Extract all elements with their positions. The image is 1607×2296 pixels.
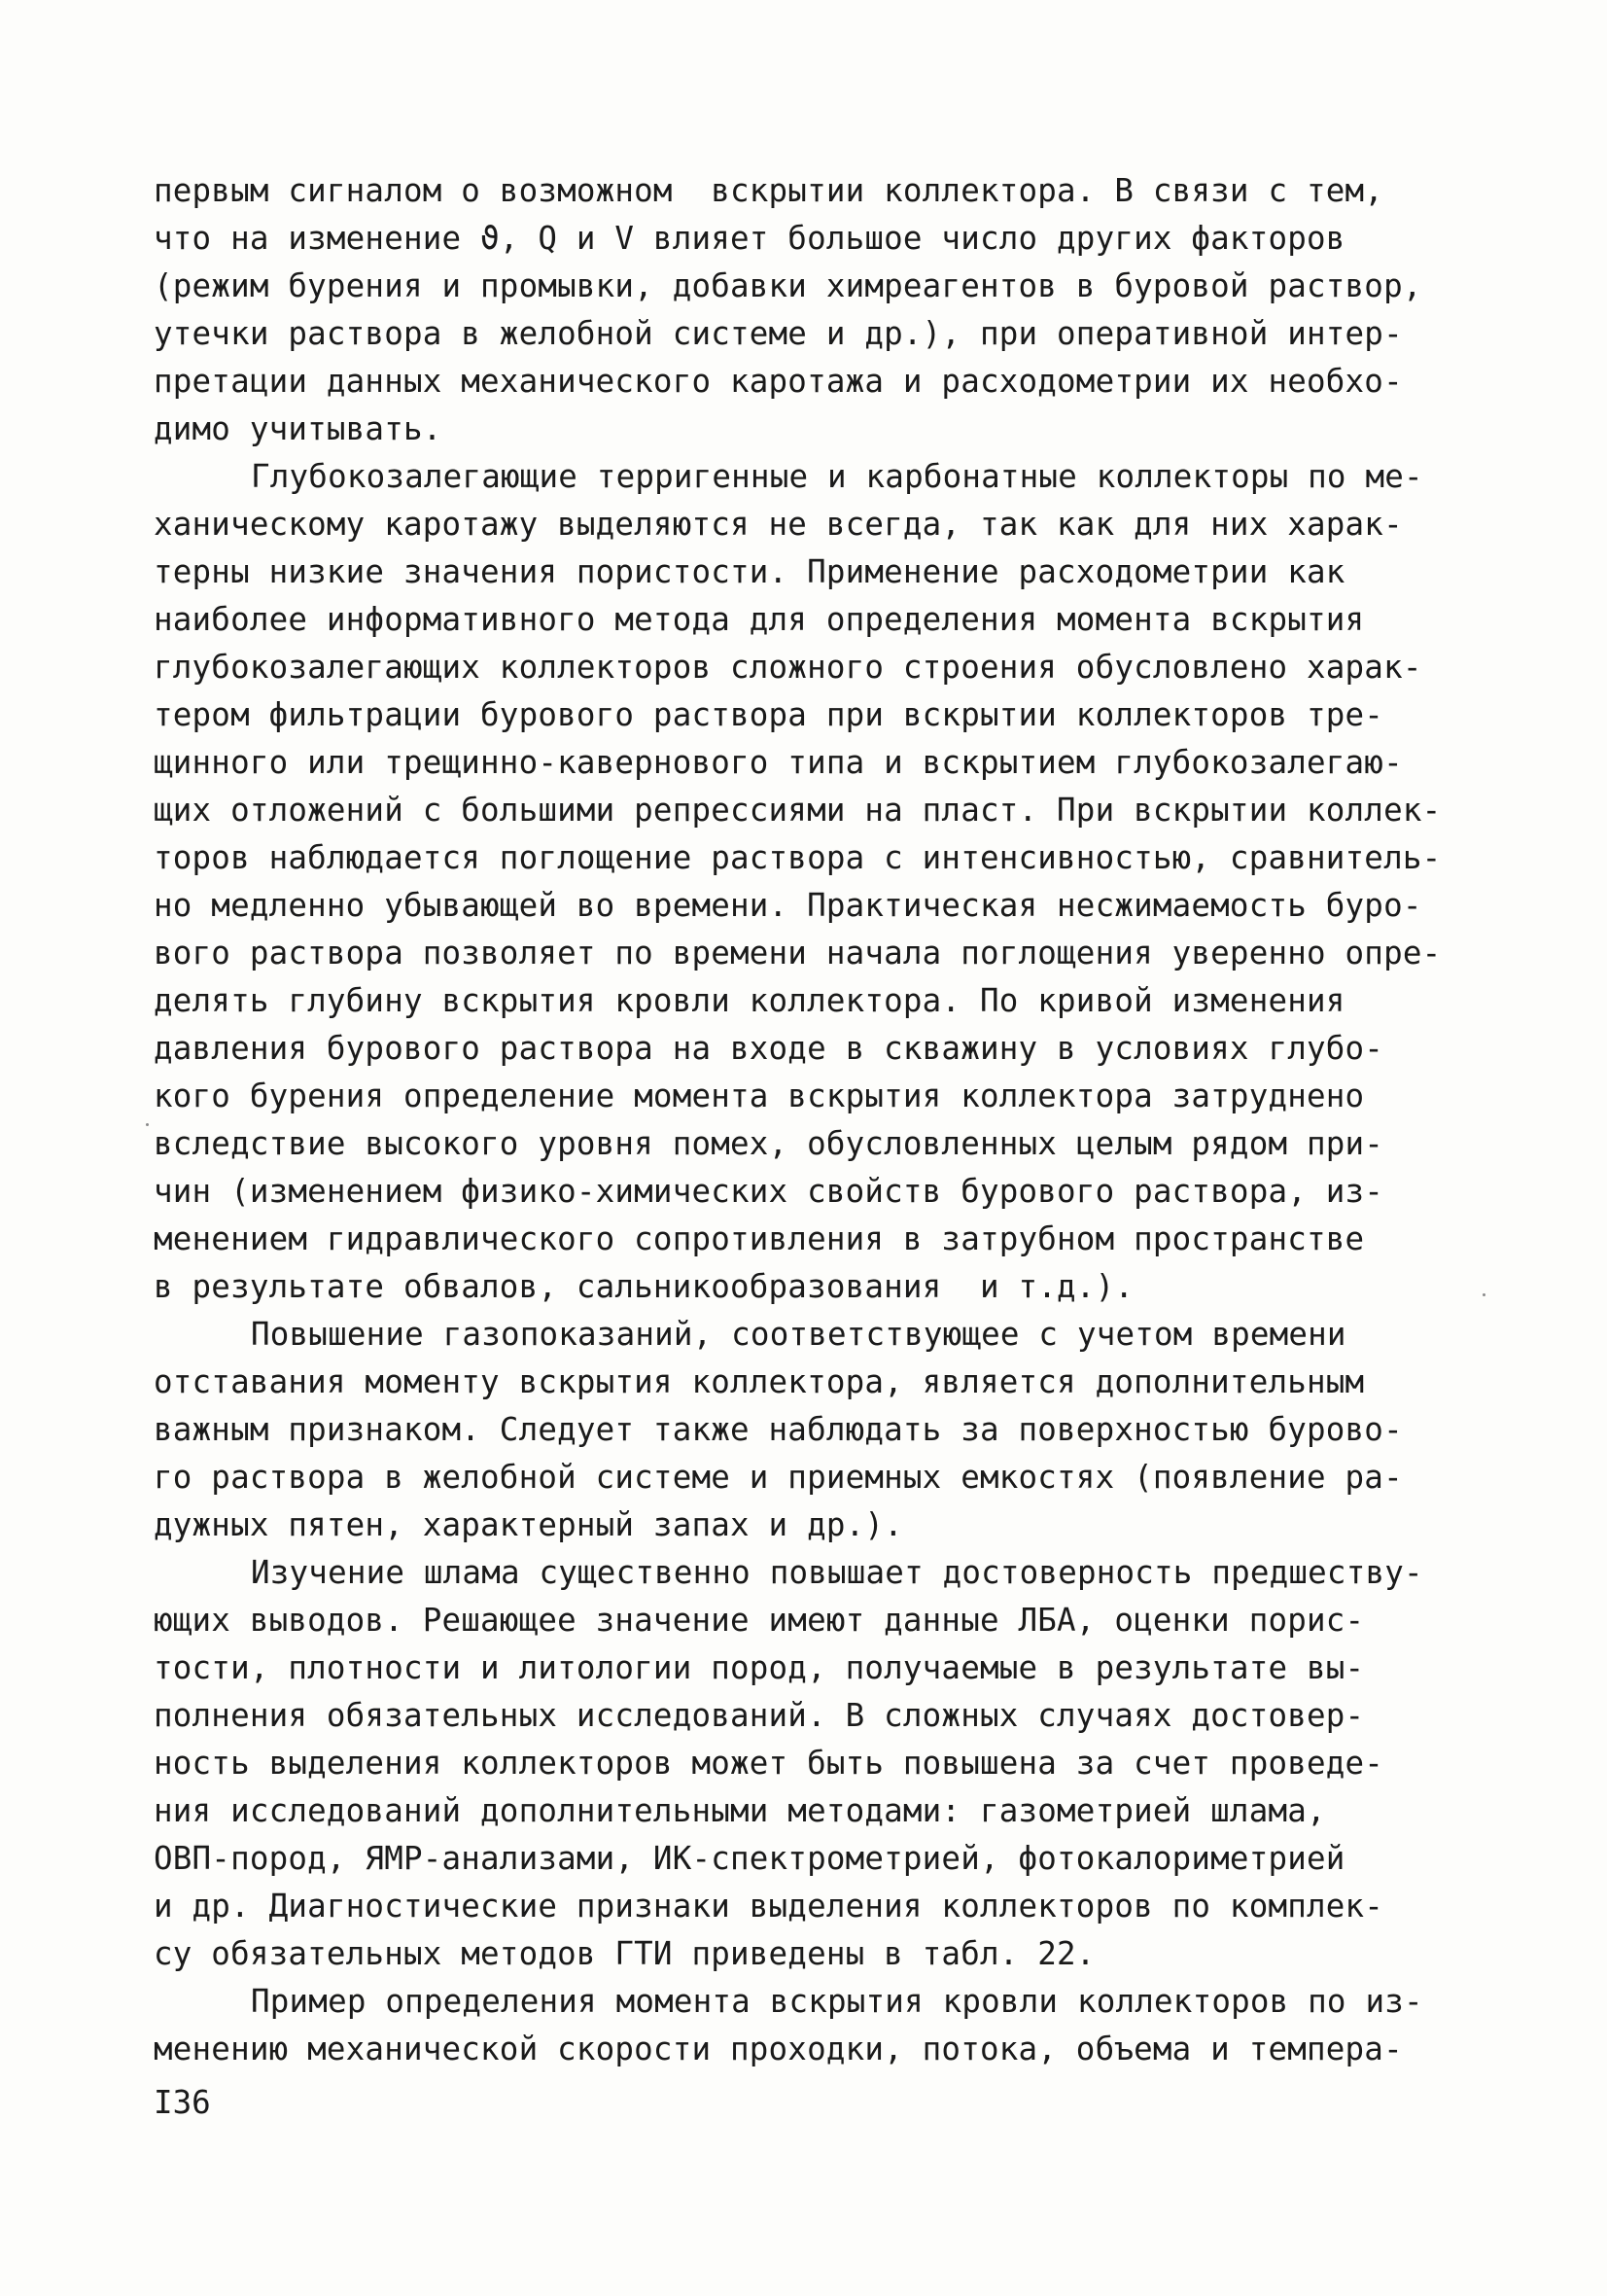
text-line: (режим бурения и промывки, добавки химреагентов в буровой раствор, — [154, 267, 1422, 304]
text-line: су обязательных методов ГТИ приведены в табл. 22. — [154, 1935, 1096, 1972]
text-line: в результате обвалов, сальникообразования и т.д.). — [154, 1268, 1135, 1305]
text-line: Пример определения момента вскрытия кровли коллекторов по из- — [251, 1983, 1423, 2020]
text-line: тости, плотности и литологии пород, получаемые в результате вы- — [154, 1649, 1365, 1686]
text-line: наиболее информативного метода для определения момента вскрытия — [154, 601, 1365, 638]
text-line: димо учитывать. — [154, 410, 442, 447]
text-line: глубокозалегающих коллекторов сложного строения обусловлено харак- — [154, 649, 1422, 686]
page-number: I36 — [154, 2084, 211, 2121]
text-line: тером фильтрации бурового раствора при вскрытии коллекторов тре- — [154, 696, 1384, 733]
text-line: кого бурения определение момента вскрытия коллектора затруднено — [154, 1077, 1365, 1114]
paragraph — [154, 167, 1456, 453]
text-line: Глубокозалегающие терригенные и карбонатные коллекторы по ме- — [251, 458, 1423, 495]
text-line: важным признаком. Следует также наблюдать за поверхностью бурово- — [154, 1411, 1403, 1448]
text-line: что на изменение ϑ, Q и V влияет большое число других факторов — [154, 220, 1345, 257]
text-line: давления бурового раствора на входе в скважину в условиях глубо- — [154, 1030, 1384, 1067]
text-line: чин (изменением физико-химических свойств бурового раствора, из- — [154, 1173, 1384, 1210]
text-line: ханическому каротажу выделяются не всегда, так как для них харак- — [154, 506, 1403, 543]
text-line: вого раствора позволяет по времени начала поглощения уверенно опре- — [154, 935, 1442, 971]
text-line: терны низкие значения пористости. Применение расходометрии как — [154, 553, 1345, 590]
text-line: ющих выводов. Решающее значение имеют данные ЛБА, оценки порис- — [154, 1602, 1365, 1639]
text-line: го раствора в желобной системе и приемных емкостях (появление ра- — [154, 1459, 1403, 1496]
text-line: ния исследований дополнительными методами: газометрией шлама, — [154, 1792, 1326, 1829]
scan-speck — [1483, 1293, 1485, 1296]
text-line: щинного или трещинно-кавернового типа и вскрытием глубокозалегаю- — [154, 744, 1403, 781]
text-line: но медленно убывающей во времени. Практическая несжимаемость буро- — [154, 887, 1422, 924]
text-line: Повышение газопоказаний, соответствующее с учетом времени — [251, 1316, 1346, 1353]
text-line: полнения обязательных исследований. В сложных случаях достовер- — [154, 1697, 1365, 1734]
scan-speck — [146, 1123, 149, 1126]
text-line: ОВП-пород, ЯМР-анализами, ИК-спектрометрией, фотокалориметрией — [154, 1840, 1345, 1877]
text-line: дужных пятен, характерный запах и др.). — [154, 1506, 903, 1543]
text-line: вследствие высокого уровня помех, обусловленных целым рядом при- — [154, 1125, 1384, 1162]
text-line: ность выделения коллекторов может быть повышена за счет проведе- — [154, 1745, 1384, 1782]
text-line: претации данных механического каротажа и расходометрии их необхо- — [154, 363, 1403, 400]
paragraph — [154, 1978, 1456, 2073]
text-line: Изучение шлама существенно повышает достоверность предшеству- — [251, 1554, 1423, 1591]
text-line: первым сигналом о возможном вскрытии коллектора. В связи с тем, — [154, 172, 1384, 209]
text-line: утечки раствора в желобной системе и др.), при оперативной интер- — [154, 315, 1403, 352]
text-line: и др. Диагностические признаки выделения коллекторов по комплек- — [154, 1888, 1384, 1925]
text-line: отставания моменту вскрытия коллектора, является дополнительным — [154, 1363, 1365, 1400]
paragraph — [154, 1311, 1456, 1549]
text-line: торов наблюдается поглощение раствора с интенсивностью, сравнитель- — [154, 839, 1442, 876]
text-line: делять глубину вскрытия кровли коллектора. По кривой изменения — [154, 982, 1345, 1019]
paragraph — [154, 1549, 1456, 1978]
text-line: менению механической скорости проходки, потока, объема и темпера- — [154, 2031, 1403, 2067]
paragraph — [154, 453, 1456, 1311]
text-line: менением гидравлического сопротивления в затрубном пространстве — [154, 1220, 1365, 1257]
text-line: щих отложений с большими репрессиями на пласт. При вскрытии коллек- — [154, 792, 1442, 829]
body-text — [154, 167, 1456, 2073]
